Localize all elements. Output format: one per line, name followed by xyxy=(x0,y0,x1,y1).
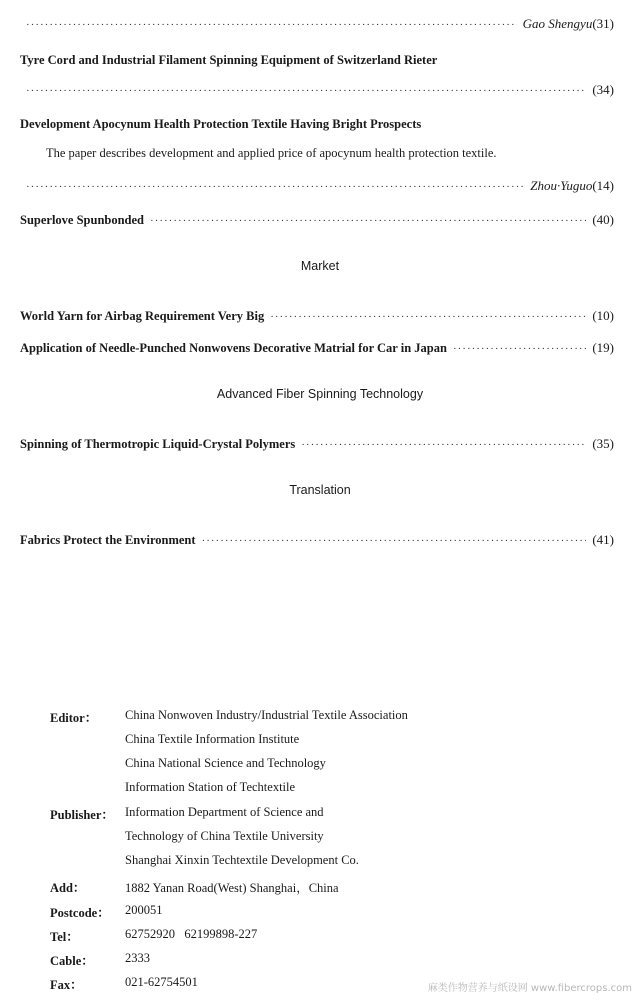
site-watermark: 麻类作物营养与纸设网 www.fibercrops.com xyxy=(427,983,632,994)
publisher-label: Publisher： xyxy=(50,808,114,822)
fax-label: Fax： xyxy=(50,978,83,992)
postcode-value: 200051 xyxy=(125,903,163,917)
toc-entry-6 xyxy=(20,432,614,452)
toc-entry-4 xyxy=(20,304,614,324)
publisher-line: Information Department of Science and xyxy=(125,805,324,819)
add-label: Add： xyxy=(50,881,86,895)
publisher-line: Shanghai Xinxin Techtextile Development Co. xyxy=(125,853,359,867)
editor-label: Editor： xyxy=(50,711,98,725)
cable-label: Cable： xyxy=(50,954,94,968)
entry-title: Application of Needle-Punched Nonwovens Decorative Matrial for Car in Japan xyxy=(20,341,447,355)
toc-entry-2-title xyxy=(20,112,614,132)
author: Zhou·Yuguo xyxy=(530,178,593,193)
page-number: (34) xyxy=(592,82,614,97)
editor-line: China Nonwoven Industry/Industrial Textile Association xyxy=(125,708,408,722)
postcode-label: Postcode： xyxy=(50,906,110,920)
leader-dots xyxy=(202,535,587,545)
tel-value: 62752920 62199898-227 xyxy=(125,927,258,941)
publisher-line: Technology of China Textile University xyxy=(125,829,324,843)
leader-dots xyxy=(26,181,524,191)
author: Gao Shengyu xyxy=(522,16,593,31)
editor-line: China Textile Information Institute xyxy=(125,732,300,746)
entry-title: Fabrics Protect the Environment xyxy=(20,533,196,547)
page-number: (31) xyxy=(592,16,614,31)
fax-value: 021-62754501 xyxy=(125,975,198,989)
entry-title: Development Apocynum Health Protection Textile Having Bright Prospects xyxy=(20,117,422,131)
toc-entry-7 xyxy=(20,528,614,548)
page-number: (14) xyxy=(592,178,614,193)
toc-entry-1-title xyxy=(20,48,614,68)
toc-entry-5 xyxy=(20,336,614,356)
entry-title: Spinning of Thermotropic Liquid-Crystal Polymers xyxy=(20,437,296,451)
entry-title: World Yarn for Airbag Requirement Very Big xyxy=(20,309,265,323)
leader-dots xyxy=(270,311,586,321)
page-number: (19) xyxy=(592,340,614,355)
editor-line: Information Station of Techtextile xyxy=(125,780,296,794)
leader-dots xyxy=(453,343,586,353)
entry-title: Superlove Spunbonded xyxy=(20,213,145,227)
toc-entry-1-leader xyxy=(20,78,614,98)
cable-value: 2333 xyxy=(125,951,150,965)
section-heading-translation: Translation xyxy=(289,483,351,497)
leader-dots xyxy=(26,85,586,95)
address-value: 1882 Yanan Road(West) Shanghai，China xyxy=(125,881,339,895)
leader-dots xyxy=(26,19,517,29)
page-number: (35) xyxy=(592,436,614,451)
toc-entry-0 xyxy=(20,12,614,32)
section-heading-market: Market xyxy=(300,259,340,273)
page-number: (40) xyxy=(592,212,614,227)
page-number: (41) xyxy=(592,532,614,547)
tel-label: Tel： xyxy=(50,930,79,944)
entry-title: Tyre Cord and Industrial Filament Spinning Equipment of Switzerland Rieter xyxy=(20,53,438,67)
toc-entry-3 xyxy=(20,208,614,228)
editor-line: China National Science and Technology xyxy=(125,756,326,770)
page-number: (10) xyxy=(592,308,614,323)
leader-dots xyxy=(150,215,586,225)
leader-dots xyxy=(301,439,586,449)
toc-entry-2-leader xyxy=(20,174,614,194)
section-heading-fiber-spinning: Advanced Fiber Spinning Technology xyxy=(216,387,424,401)
entry-abstract: The paper describes development and applied price of apocynum health protection textile. xyxy=(46,146,497,160)
